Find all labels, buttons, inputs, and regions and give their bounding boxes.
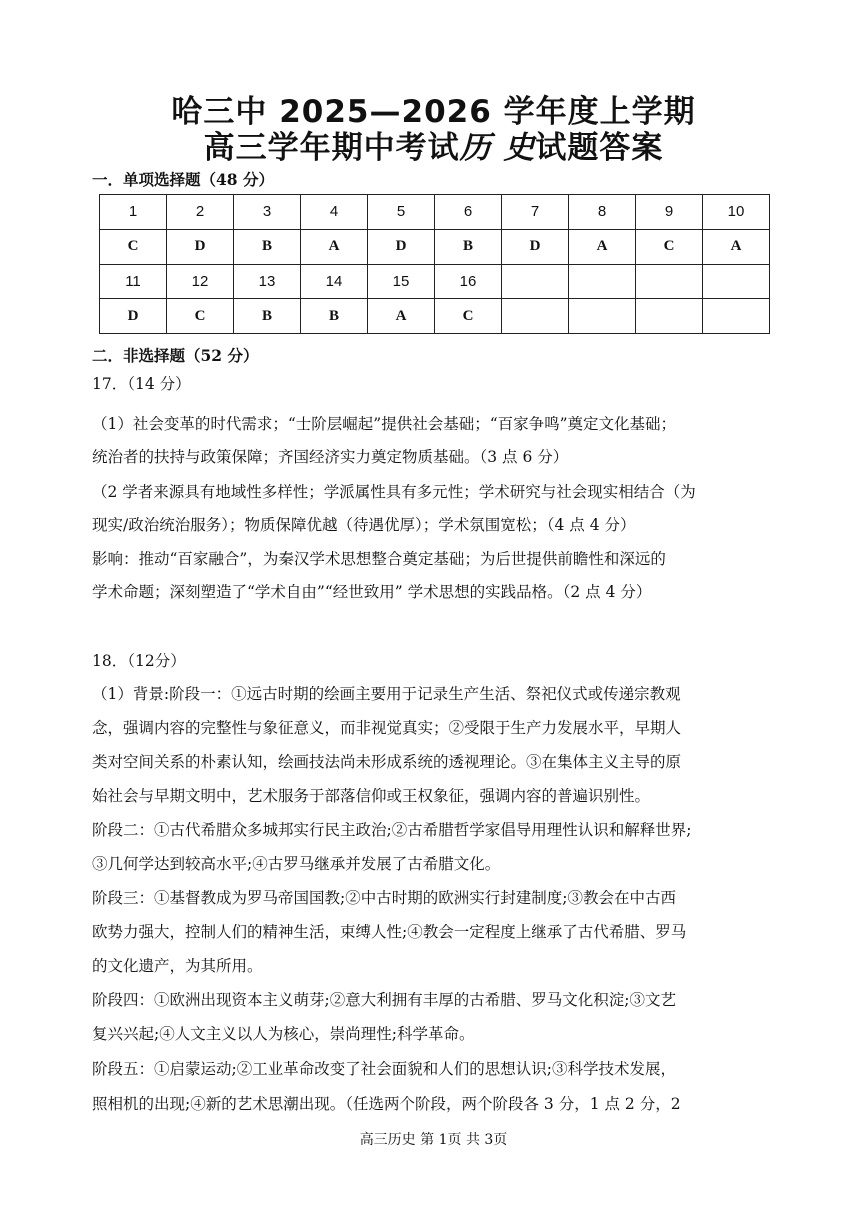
q18-line: ③几何学达到较高水平;④古罗马继承并发展了古希腊文化。	[92, 855, 501, 873]
table-row	[100, 195, 770, 230]
q18-line: 阶段四：①欧洲出现资本主义萌芽;②意大利拥有丰厚的古希腊、罗马文化积淀;③文艺	[92, 991, 676, 1009]
answer-cell: B	[234, 229, 301, 264]
table-row	[100, 229, 770, 264]
empty-cell	[569, 264, 636, 299]
question-number: 1	[100, 195, 167, 230]
q18-line: 阶段三：①基督教成为罗马帝国国教;②中古时期的欧洲实行封建制度;③教会在中古西	[92, 889, 676, 907]
answer-cell: C	[100, 229, 167, 264]
empty-cell	[636, 299, 703, 334]
subtitle-prefix: 高三学年期中考试	[203, 130, 460, 166]
answer-cell: C	[636, 229, 703, 264]
question-number: 16	[435, 264, 502, 299]
question-number: 12	[167, 264, 234, 299]
question-number: 11	[100, 264, 167, 299]
q18-line: 始社会与早期文明中，艺术服务于部落信仰或王权象征，强调内容的普遍识别性。	[92, 787, 651, 805]
empty-cell	[703, 299, 770, 334]
table-row	[100, 299, 770, 334]
q18-line: 阶段二：①古代希腊众多城邦实行民主政治;②古希腊哲学家倡导用理性认识和解释世界;	[92, 821, 692, 839]
answer-cell: C	[435, 299, 502, 334]
answer-cell: D	[167, 229, 234, 264]
question-number: 3	[234, 195, 301, 230]
question-number: 14	[301, 264, 368, 299]
q18-line: 欧势力强大，控制人们的精神生活，束缚人性;④教会一定程度上继承了古代希腊、罗马	[92, 923, 687, 941]
q17-line: （1）社会变革的时代需求；“士阶层崛起”提供社会基础；“百家争鸣”奠定文化基础；	[92, 415, 677, 433]
q18-line: 的文化遗产，为其所用。	[92, 957, 263, 975]
empty-cell	[502, 264, 569, 299]
question-number: 13	[234, 264, 301, 299]
page-subtitle	[0, 122, 867, 167]
section1-title: 一．单项选择题（48 分）	[92, 170, 274, 189]
answer-cell: D	[368, 229, 435, 264]
subtitle-suffix: 试题答案	[535, 130, 664, 166]
q18-line: （1）背景:阶段一：①远古时期的绘画主要用于记录生产生活、祭祀仪式或传递宗教观	[92, 685, 681, 703]
q18-heading: 18．（12分）	[92, 652, 186, 670]
q18-line: 念，强调内容的完整性与象征意义，而非视觉真实；②受限于生产力发展水平，早期人	[92, 719, 682, 737]
table-row	[100, 264, 770, 299]
question-number: 9	[636, 195, 703, 230]
q17-line: （2 学者来源具有地域性多样性；学派属性具有多元性；学术研究与社会现实相结合（为	[92, 483, 696, 501]
question-number: 2	[167, 195, 234, 230]
page-footer: 高三历史 第 1页 共 3页	[359, 1132, 508, 1148]
empty-cell	[502, 299, 569, 334]
answer-cell: D	[502, 229, 569, 264]
q17-line: 影响：推动“百家融合”，为秦汉学术思想整合奠定基础；为后世提供前瞻性和深远的	[92, 550, 666, 568]
q18-line: 复兴兴起;④人文主义以人为核心，崇尚理性;科学革命。	[92, 1025, 475, 1043]
q17-line: 统治者的扶持与政策保障；齐国经济实力奠定物质基础。（3 点 6 分）	[92, 448, 569, 466]
question-number: 7	[502, 195, 569, 230]
question-number: 6	[435, 195, 502, 230]
empty-cell	[703, 264, 770, 299]
answer-cell: B	[301, 299, 368, 334]
question-number: 5	[368, 195, 435, 230]
question-number: 8	[569, 195, 636, 230]
empty-cell	[636, 264, 703, 299]
q18-line: 照相机的出现;④新的艺术思潮出现。（任选两个阶段，两个阶段各 3 分，1 点 2 分，2	[92, 1095, 681, 1113]
q17-heading: 17．（14 分）	[92, 375, 191, 393]
answer-cell: B	[435, 229, 502, 264]
section2-title: 二．非选择题（52 分）	[92, 346, 259, 365]
question-number: 10	[703, 195, 770, 230]
answer-cell: A	[703, 229, 770, 264]
q18-line: 类对空间关系的朴素认知，绘画技法尚未形成系统的透视理论。③在集体主义主导的原	[92, 753, 682, 771]
answer-cell: B	[234, 299, 301, 334]
answer-cell: D	[100, 299, 167, 334]
page-title: 哈三中 2025—2026 学年度上学期	[171, 94, 696, 130]
question-number: 4	[301, 195, 368, 230]
q18-line: 阶段五：①启蒙运动;②工业革命改变了社会面貌和人们的思想认识;③科学技术发展，	[92, 1060, 676, 1078]
empty-cell	[569, 299, 636, 334]
q17-line: 学术命题；深刻塑造了“学术自由”“经世致用” 学术思想的实践品格。（2 点 4 分）	[92, 583, 652, 601]
answer-cell: A	[301, 229, 368, 264]
question-number: 15	[368, 264, 435, 299]
answer-table	[99, 194, 770, 334]
answer-cell: A	[569, 229, 636, 264]
q17-line: 现实/政治统治服务）；物质保障优越（待遇优厚）；学术氛围宽松；（4 点 4 分）	[92, 516, 636, 534]
answer-cell: A	[368, 299, 435, 334]
answer-cell: C	[167, 299, 234, 334]
subtitle-subject-handwritten: 历 史	[459, 130, 536, 166]
